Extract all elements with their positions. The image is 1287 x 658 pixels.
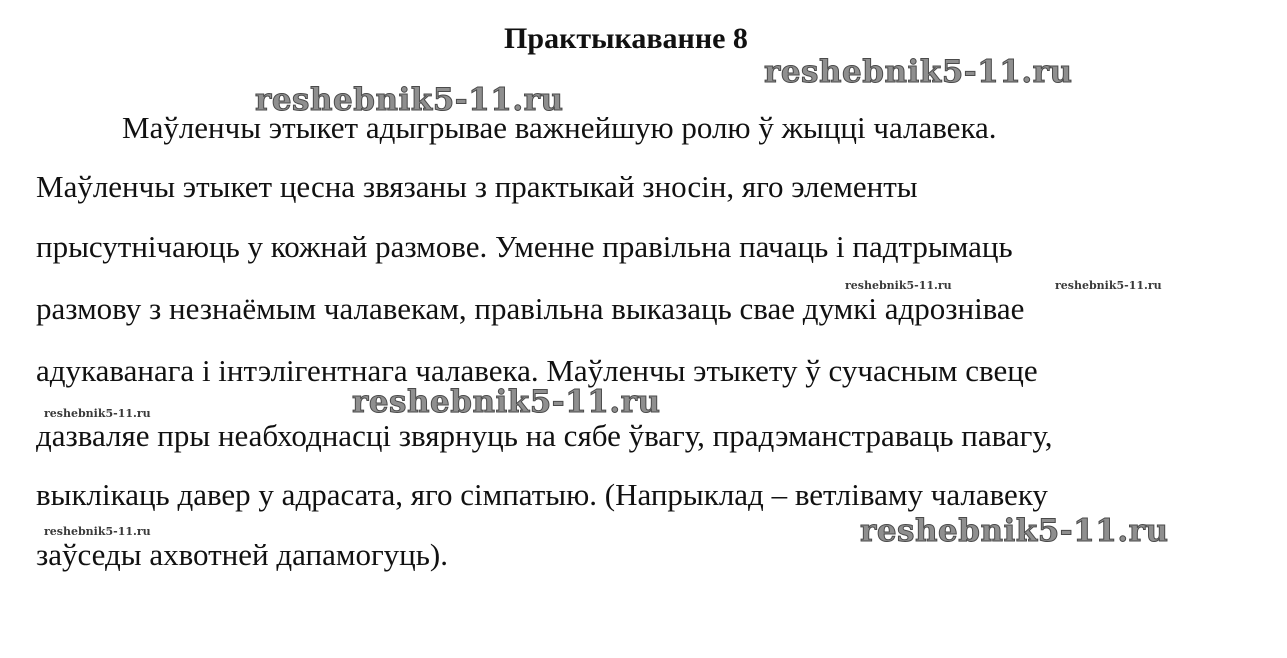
text-line-8: заўседы ахвотней дапамогуць).	[36, 537, 448, 572]
watermark-small-2: reshebnik5-11.ru	[1055, 279, 1162, 292]
exercise-title: Практыкаванне 8	[504, 22, 748, 55]
text-line-7: выклікаць давер у адрасата, яго сімпатыю. (Напрыклад – ветліваму чалавеку	[36, 477, 1048, 512]
text-line-4: размову з незнаёмым чалавекам, правільна выказаць свае думкі адрознівае	[36, 291, 1025, 326]
text-line-2: Маўленчы этыкет цесна звязаны з практыкай зносін, яго элементы	[36, 169, 918, 204]
watermark-small-1: reshebnik5-11.ru	[845, 279, 952, 292]
watermark-small-3: reshebnik5-11.ru	[44, 407, 151, 420]
text-line-3: прысутнічаюць у кожнай размове. Уменне правільна пачаць і падтрымаць	[36, 229, 1013, 264]
text-line-6: дазваляе пры неабходнасці звярнуць на сябе ўвагу, прадэманстраваць павагу,	[36, 418, 1053, 453]
watermark-large-4: reshebnik5-11.ru	[860, 513, 1169, 549]
text-line-1: Маўленчы этыкет адыгрывае важнейшую ролю ў жыцці чалавека.	[122, 110, 997, 145]
watermark-large-3: reshebnik5-11.ru	[352, 384, 661, 420]
watermark-small-4: reshebnik5-11.ru	[44, 525, 151, 538]
watermark-large-1: reshebnik5-11.ru	[764, 54, 1073, 90]
text-line-5: адукаванага і інтэлігентнага чалавека. Маўленчы этыкету ў сучасным свеце	[36, 353, 1038, 388]
watermark-large-2: reshebnik5-11.ru	[255, 82, 564, 118]
